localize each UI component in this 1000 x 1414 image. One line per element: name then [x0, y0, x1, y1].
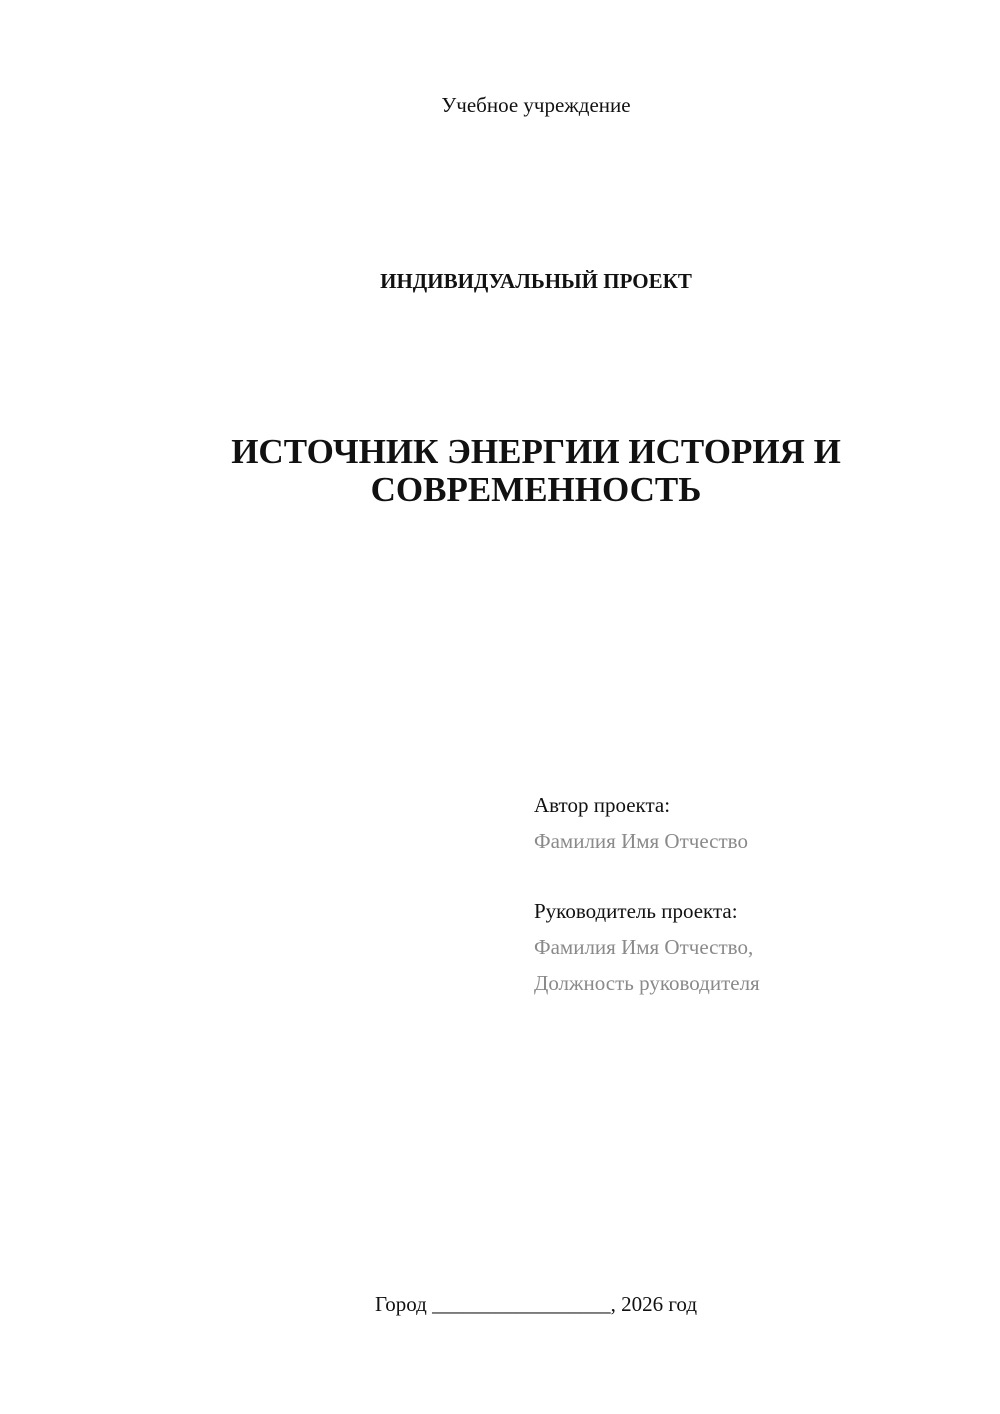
- supervisor-label: Руководитель проекта:: [534, 899, 738, 923]
- city-blank: _________________: [432, 1292, 611, 1316]
- city-label: Город: [374, 1292, 427, 1316]
- project-title-line-1: ИСТОЧНИК ЭНЕРГИИ ИСТОРИЯ И: [231, 432, 841, 471]
- project-credits: [534, 787, 954, 1001]
- project-type-heading: ИНДИВИДУАЛЬНЫЙ ПРОЕКТ: [380, 269, 692, 293]
- supervisor-name: Фамилия Имя Отчество,: [534, 935, 754, 959]
- project-title: [130, 433, 942, 509]
- author-label: Автор проекта:: [534, 793, 671, 817]
- city-year-line: [0, 1290, 1000, 1318]
- year-text: , 2026 год: [610, 1292, 698, 1316]
- author-name: Фамилия Имя Отчество: [534, 829, 748, 853]
- project-title-line-2: СОВРЕМЕННОСТЬ: [370, 470, 702, 509]
- credits-spacer: [534, 859, 954, 893]
- supervisor-position: Должность руководителя: [534, 971, 760, 995]
- institution-name: Учебное учреждение: [441, 93, 631, 117]
